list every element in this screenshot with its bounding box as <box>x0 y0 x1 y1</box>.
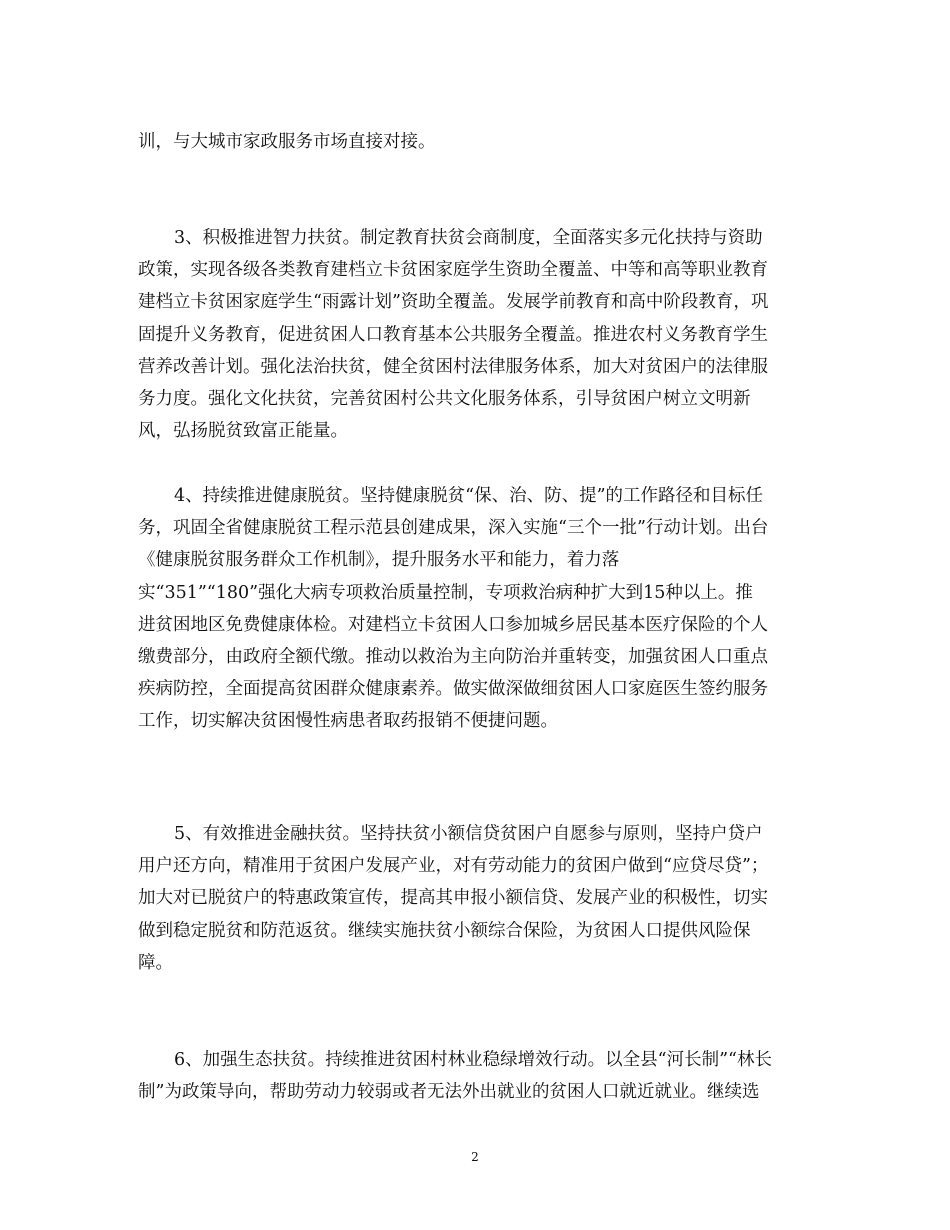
paragraph-health-poverty-relief <box>138 480 808 738</box>
text-line: 4、持续推进健康脱贫。坚持健康脱贫“保、治、防、提”的工作路径和目标任 <box>174 486 764 506</box>
text-line: 建档立卡贫困家庭学生“雨露计划”资助全覆盖。发展学前教育和高中阶段教育，巩 <box>138 292 769 313</box>
text-line: 风，弘扬脱贫致富正能量。 <box>138 421 348 442</box>
text-line: 加大对已脱贫户的特惠政策宣传，提高其申报小额信贷、发展产业的积极性，切实 <box>138 888 768 909</box>
text-line: 制”为政策导向，帮助劳动力较弱或者无法外出就业的贫困人口就近就业。继续选 <box>138 1082 760 1103</box>
text-line: 政策，实现各级各类教育建档立卡贫困家庭学生资助全覆盖、中等和高等职业教育 <box>138 260 768 281</box>
text-line: 进贫困地区免费健康体检。对建档立卡贫困人口参加城乡居民基本医疗保险的个人 <box>138 614 768 635</box>
text-line: 3、积极推进智力扶贫。制定教育扶贫会商制度，全面落实多元化扶持与资助 <box>174 228 763 248</box>
text-line: 做到稳定脱贫和防范返贫。继续实施扶贫小额综合保险，为贫困人口提供风险保 <box>138 920 751 941</box>
text-line: 工作，切实解决贫困慢性病患者取药报销不便捷问题。 <box>138 711 558 732</box>
paragraph-education-poverty-relief <box>138 222 808 447</box>
paragraph-financial-poverty-relief <box>138 818 808 979</box>
paragraph-continuation <box>138 126 808 158</box>
text-line: 障。 <box>138 952 173 973</box>
text-line: 固提升义务教育，促进贫困人口教育基本公共服务全覆盖。推进农村义务教育学生 <box>138 324 768 345</box>
page-number: 2 <box>471 1150 479 1164</box>
text-line: 务，巩固全省健康脱贫工程示范县创建成果，深入实施“三个一批”行动计划。出台 <box>138 518 769 539</box>
text-line: 训，与大城市家政服务市场直接对接。 <box>138 132 436 152</box>
text-line: 《健康脱贫服务群众工作机制》，提升服务水平和能力，着力落 <box>138 550 620 571</box>
text-line: 缴费部分，由政府全额代缴。推动以救治为主向防治并重转变，加强贫困人口重点 <box>138 647 768 668</box>
text-line: 用户还方向，精准用于贫困户发展产业，对有劳动能力的贫困户做到“应贷尽贷”； <box>138 856 769 877</box>
text-line: 营养改善计划。强化法治扶贫，健全贫困村法律服务体系，加大对贫困户的法律服 <box>138 356 768 377</box>
text-line: 务力度。强化文化扶贫，完善贫困村公共文化服务体系，引导贫困户树立文明新 <box>138 389 751 410</box>
paragraph-ecological-poverty-relief <box>138 1044 808 1108</box>
text-line: 6、加强生态扶贫。持续推进贫困村林业稳绿增效行动。以全县“河长制”“林长 <box>174 1050 772 1070</box>
text-line: 疾病防控，全面提高贫困群众健康素养。做实做深做细贫困人口家庭医生签约服务 <box>138 679 768 700</box>
text-line: 实“351”“180”强化大病专项救治质量控制，专项救治病种扩大到15种以上。推 <box>138 582 753 603</box>
text-line: 5、有效推进金融扶贫。坚持扶贫小额信贷贫困户自愿参与原则，坚持户贷户 <box>174 824 763 844</box>
